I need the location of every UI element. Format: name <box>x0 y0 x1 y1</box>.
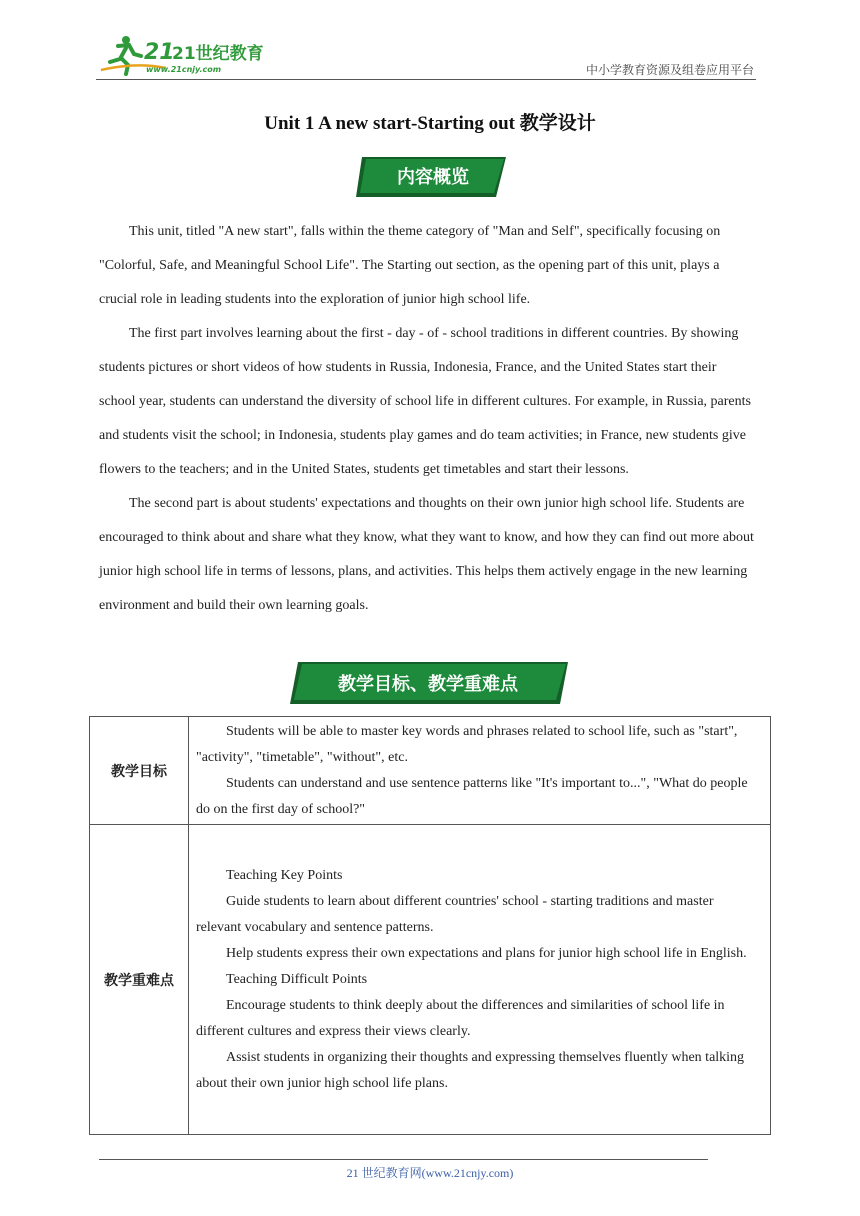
overview-paragraph-1: This unit, titled "A new start", falls within the theme category of "Man and Self", specifically focusing on "Colorful, Safe, and Meaningful School Life". The Starting out section, as the opening part of this unit, plays a crucial role in leading students into the exploration of junior high school life. <box>99 224 721 307</box>
goals-label: 教学目标 <box>90 717 189 825</box>
footer-divider <box>99 1159 708 1160</box>
page-header <box>0 0 860 80</box>
difficult-points-line-1: Encourage students to think deeply about the differences and similarities of school life in different cultures and express their views clearly. <box>196 997 725 1039</box>
overview-paragraph-2: The first part involves learning about the first - day - of - school traditions in different countries. By showing students pictures or short videos of how students in Russia, Indonesia, France, and the United States start their school year, students can understand the diversity of school life in different cultures. For example, in Russia, parents and students visit the school; in Indonesia, students play games and do team activities; in France, new students give flowers to the teachers; and in the United States, students get timetables and start their lessons. <box>99 326 751 477</box>
overview-text <box>99 215 755 623</box>
overview-banner-label: 内容概览 <box>397 167 469 188</box>
table-row-goals <box>90 717 771 825</box>
difficult-points-line-2: Assist students in organizing their thoughts and expressing themselves fluently when talking about their own junior high school life plans. <box>196 1049 745 1091</box>
goals-banner <box>290 660 572 706</box>
teaching-goals-table <box>89 716 771 1135</box>
key-points-line-1: Guide students to learn about different countries' school - starting traditions and master relevant vocabulary and sentence patterns. <box>196 893 714 935</box>
overview-paragraph-3: The second part is about students' expectations and thoughts on their own junior high school life. Students are encouraged to think about and share what they know, what they want to know, and how they can find out more about junior high school life in terms of lessons, plans, and activities. This helps them actively engage in the new learning environment and build their own learning goals. <box>99 496 754 613</box>
footer-link[interactable]: 21 世纪教育网(www.21cnjy.com) <box>346 1166 514 1180</box>
header-divider <box>96 79 756 80</box>
difficult-points-heading: Teaching Difficult Points <box>226 971 368 987</box>
key-points-label: 教学重难点 <box>90 825 189 1135</box>
svg-text:21世纪教育: 21世纪教育 <box>172 44 264 64</box>
goals-line-2: Students can understand and use sentence patterns like "It's important to...", "What do people do on the first day of school?" <box>196 775 748 817</box>
document-title: Unit 1 A new start-Starting out 教学设计 <box>264 113 596 134</box>
runner-logo-icon <box>96 32 266 78</box>
svg-text:www.21cnjy.com: www.21cnjy.com <box>146 65 222 74</box>
key-points-line-2: Help students express their own expectations and plans for junior high school life in English. <box>226 945 747 961</box>
site-logo[interactable] <box>96 32 266 78</box>
goals-line-1: Students will be able to master key words and phrases related to school life, such as "start", "activity", "timetable", "without", etc. <box>196 723 738 765</box>
key-points-content <box>189 825 771 1135</box>
overview-banner <box>356 155 510 199</box>
svg-text:21: 21 <box>144 40 175 65</box>
table-row-key-points <box>90 825 771 1135</box>
platform-tagline: 中小学教育资源及组卷应用平台 <box>585 63 754 77</box>
goals-banner-label: 教学目标、教学重难点 <box>338 674 518 695</box>
key-points-heading: Teaching Key Points <box>226 867 343 883</box>
goals-content <box>189 717 771 825</box>
